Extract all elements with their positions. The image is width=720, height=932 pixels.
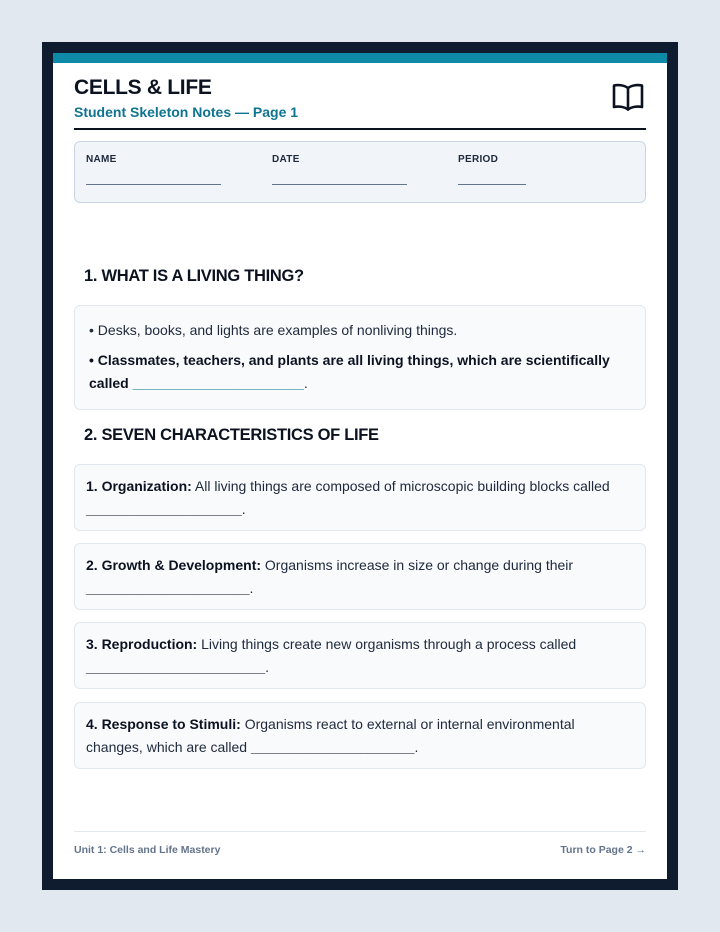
page-title: CELLS & LIFE	[74, 76, 212, 99]
characteristic-text	[86, 633, 634, 679]
living-things-blank[interactable]: ______________________	[132, 375, 304, 391]
organization-blank[interactable]: ____________________	[86, 501, 242, 517]
date-label: DATE	[272, 154, 300, 165]
characteristic-card	[74, 702, 646, 769]
next-page-link[interactable]: Turn to Page 2 →	[560, 844, 646, 856]
period-field[interactable]	[458, 154, 526, 185]
characteristic-text	[86, 554, 634, 600]
name-field[interactable]	[86, 154, 221, 185]
bullet-living-period: .	[303, 375, 308, 391]
period-blank-line	[458, 184, 526, 185]
characteristic-text	[86, 475, 634, 521]
characteristic-card	[74, 622, 646, 689]
header-divider	[74, 128, 646, 130]
bullet-living-text: • Classmates, teachers, and plants are all living things, which are scientifically called	[89, 352, 610, 391]
characteristic-description: Living things create new organisms through a process called	[197, 636, 577, 652]
period-mark: .	[249, 580, 254, 596]
characteristic-term: 2. Growth & Development:	[86, 557, 262, 573]
characteristic-term: 3. Reproduction:	[86, 636, 198, 652]
book-icon	[611, 81, 645, 113]
section-heading-characteristics: 2. SEVEN CHARACTERISTICS OF LIFE	[84, 426, 379, 444]
stimuli-blank[interactable]: _____________________	[251, 739, 415, 755]
characteristic-description: Organisms increase in size or change during their	[261, 557, 574, 573]
living-thing-card	[74, 305, 646, 410]
bullet-living	[89, 349, 631, 395]
section-heading-living-thing: 1. WHAT IS A LIVING THING?	[84, 267, 304, 285]
accent-bar	[53, 53, 667, 63]
name-label: NAME	[86, 154, 117, 165]
period-mark: .	[241, 501, 246, 517]
characteristic-card	[74, 464, 646, 531]
period-mark: .	[265, 659, 269, 675]
characteristic-card	[74, 543, 646, 610]
worksheet-page	[53, 53, 667, 879]
student-info-box	[74, 141, 646, 203]
period-label: PERIOD	[458, 154, 499, 165]
page-subtitle: Student Skeleton Notes — Page 1	[74, 104, 299, 120]
date-field[interactable]	[272, 154, 407, 185]
date-blank-line	[272, 184, 407, 185]
growth-blank[interactable]: _____________________	[86, 580, 250, 596]
characteristic-term: 4. Response to Stimuli:	[86, 716, 241, 732]
footer-divider	[74, 831, 646, 832]
footer-unit-label: Unit 1: Cells and Life Mastery	[74, 844, 221, 856]
characteristic-text	[86, 713, 634, 759]
bullet-nonliving: • Desks, books, and lights are examples of nonliving things.	[89, 322, 458, 338]
reproduction-blank[interactable]: _______________________	[86, 659, 266, 675]
characteristic-description: Organisms react to external or internal environmental changes, which are called	[86, 716, 575, 755]
characteristic-description: All living things are composed of microscopic building blocks called	[191, 478, 610, 494]
characteristic-term: 1. Organization:	[86, 478, 192, 494]
period-mark: .	[414, 739, 419, 755]
name-blank-line	[86, 184, 221, 185]
